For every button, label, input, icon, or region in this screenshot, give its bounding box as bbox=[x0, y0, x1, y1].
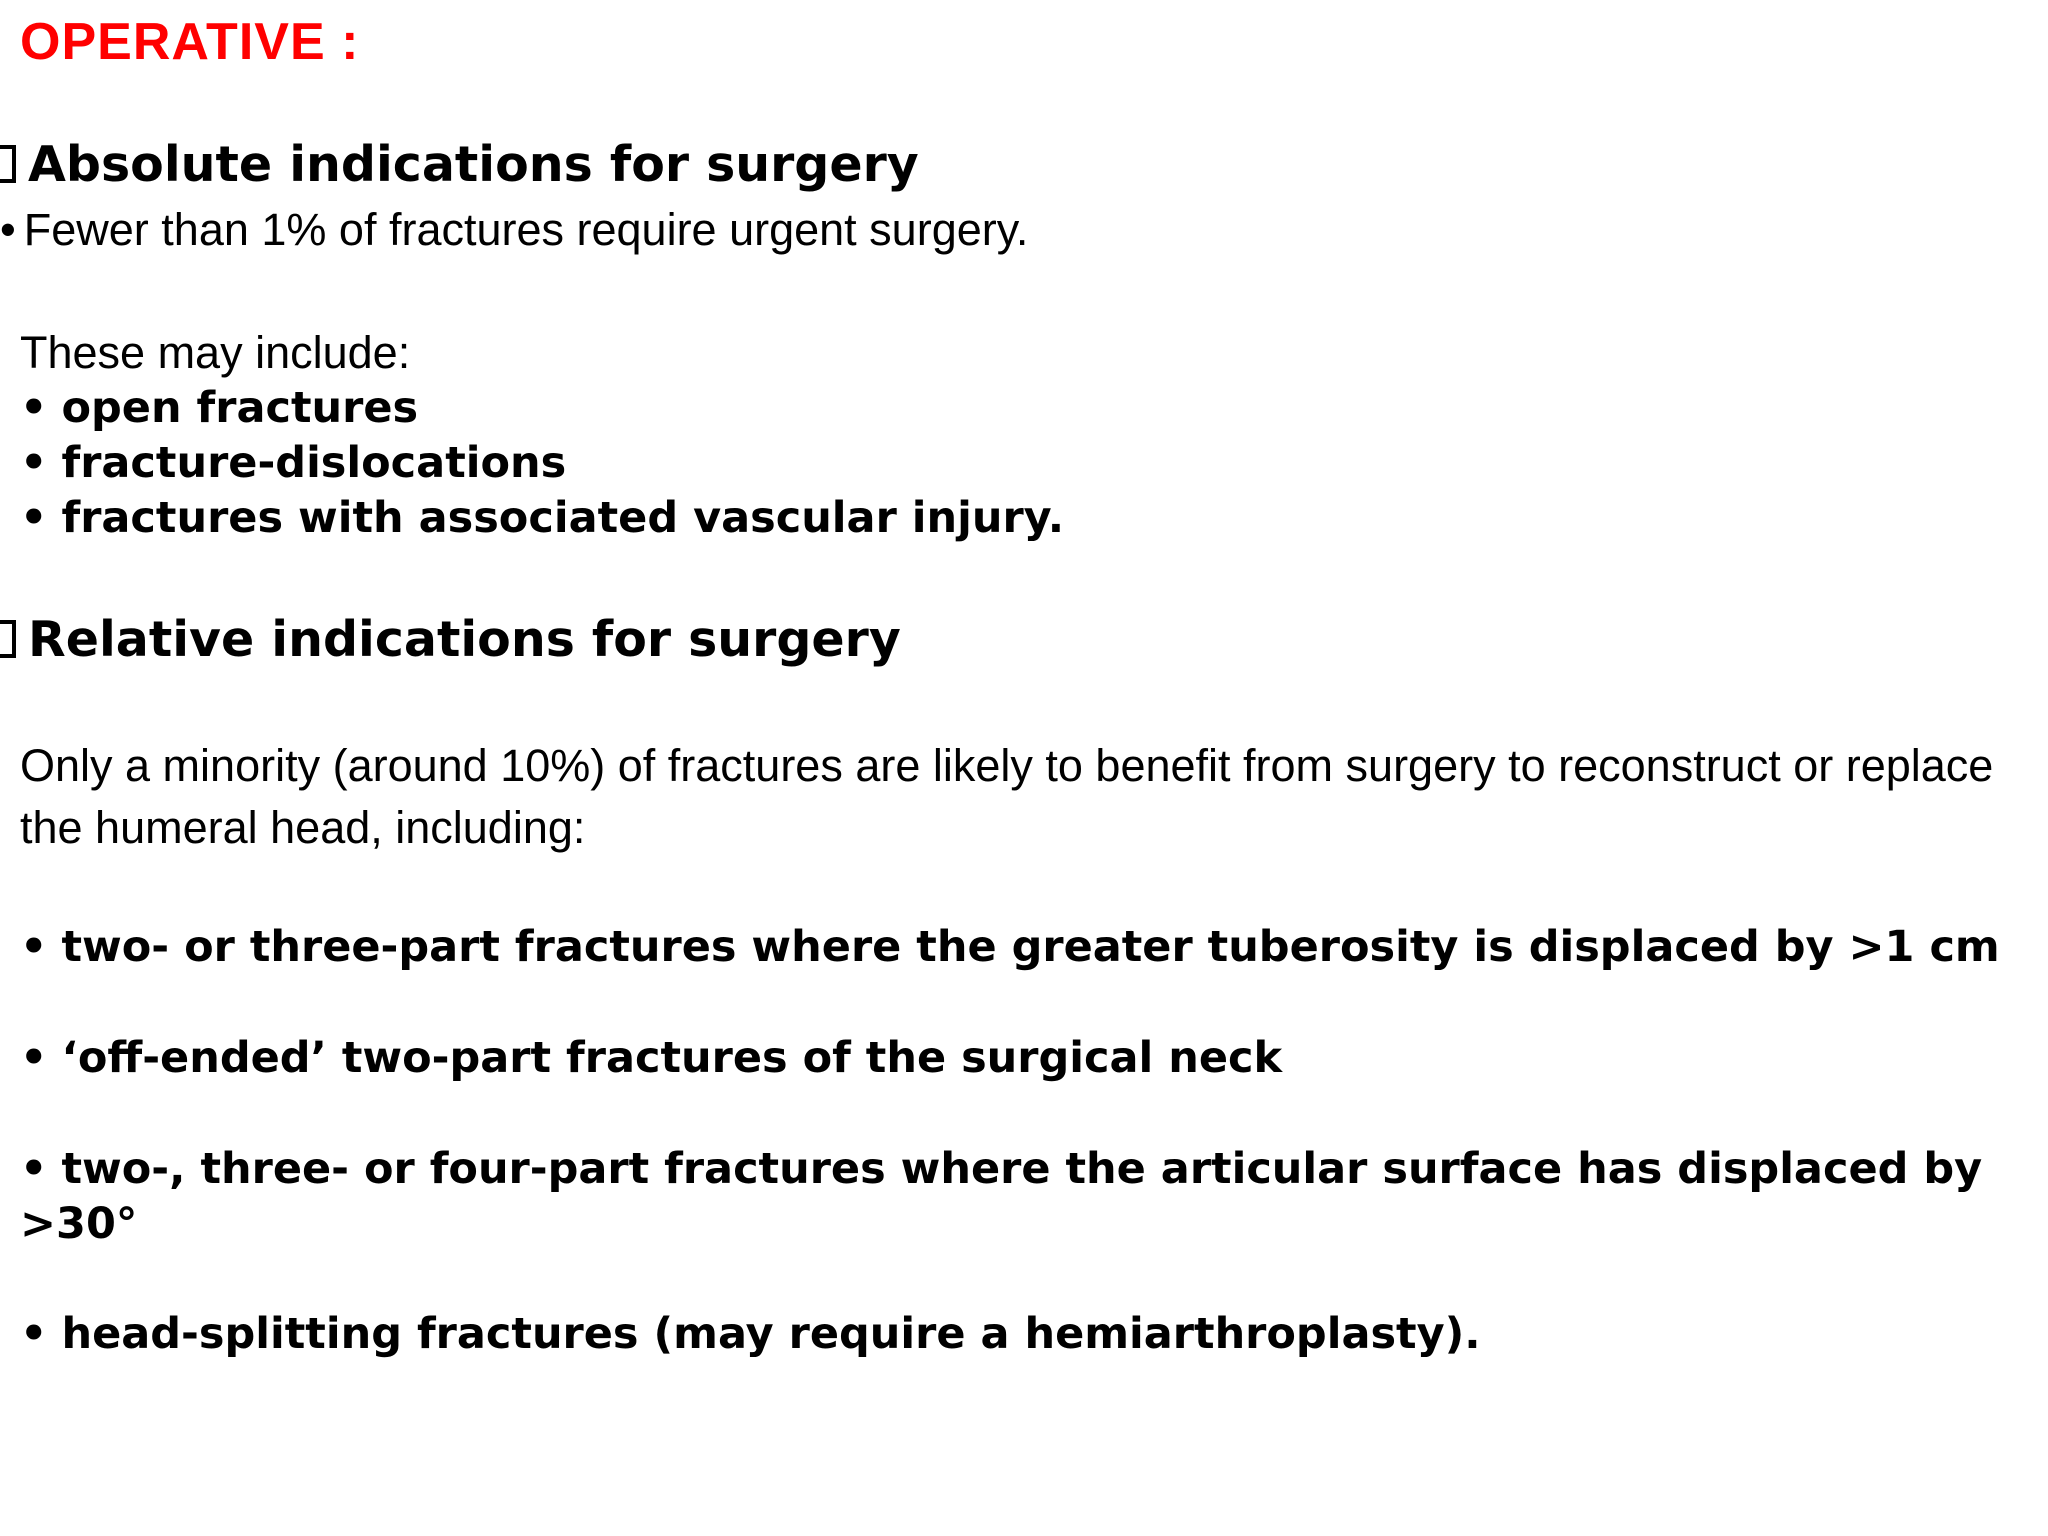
bullet-icon: • bbox=[20, 493, 48, 543]
bullet-icon: • bbox=[0, 204, 16, 255]
list-item bbox=[20, 1307, 1481, 1362]
relative-intro: Only a minority (around 10%) of fractures are likely to benefit from surgery to reconstruct or replace the humeral head, including: bbox=[20, 740, 1994, 853]
list-item bbox=[20, 436, 566, 491]
list-item bbox=[20, 1142, 2030, 1252]
list-item-text: two-, three- or four-part fractures where the articular surface has displaced by >30° bbox=[20, 1144, 1983, 1249]
bullet-icon: • bbox=[20, 922, 48, 972]
bullet-icon: • bbox=[20, 438, 48, 488]
bullet-icon: • bbox=[20, 1033, 48, 1083]
absolute-note-text: Fewer than 1% of fractures require urgent surgery. bbox=[23, 204, 1029, 255]
list-item-text: open fractures bbox=[61, 383, 419, 433]
list-item-text: head-splitting fractures (may require a hemiarthroplasty). bbox=[61, 1309, 1481, 1359]
bullet-icon: • bbox=[20, 1144, 48, 1194]
list-item bbox=[20, 920, 2000, 975]
checkbox-bullet-icon bbox=[0, 145, 16, 183]
bullet-icon: • bbox=[20, 1309, 48, 1359]
absolute-note bbox=[0, 199, 1028, 261]
bullet-icon: • bbox=[20, 383, 48, 433]
list-item-text: ‘off-ended’ two-part fractures of the surgical neck bbox=[61, 1033, 1283, 1083]
list-item-text: two- or three-part fractures where the greater tuberosity is displaced by >1 cm bbox=[61, 922, 2000, 972]
list-item bbox=[20, 491, 1064, 546]
list-item-text: fracture-dislocations bbox=[61, 438, 567, 488]
absolute-intro: These may include: bbox=[20, 327, 411, 378]
checkbox-bullet-icon bbox=[0, 620, 16, 658]
list-item-text: fractures with associated vascular injury. bbox=[61, 493, 1065, 543]
absolute-heading-text: Absolute indications for surgery bbox=[28, 136, 919, 193]
list-item bbox=[20, 1031, 1282, 1086]
slide-title: OPERATIVE : bbox=[20, 13, 360, 71]
relative-indications-heading bbox=[0, 610, 901, 670]
absolute-indications-heading bbox=[0, 135, 919, 195]
relative-heading-text: Relative indications for surgery bbox=[28, 611, 901, 668]
list-item bbox=[20, 381, 418, 436]
